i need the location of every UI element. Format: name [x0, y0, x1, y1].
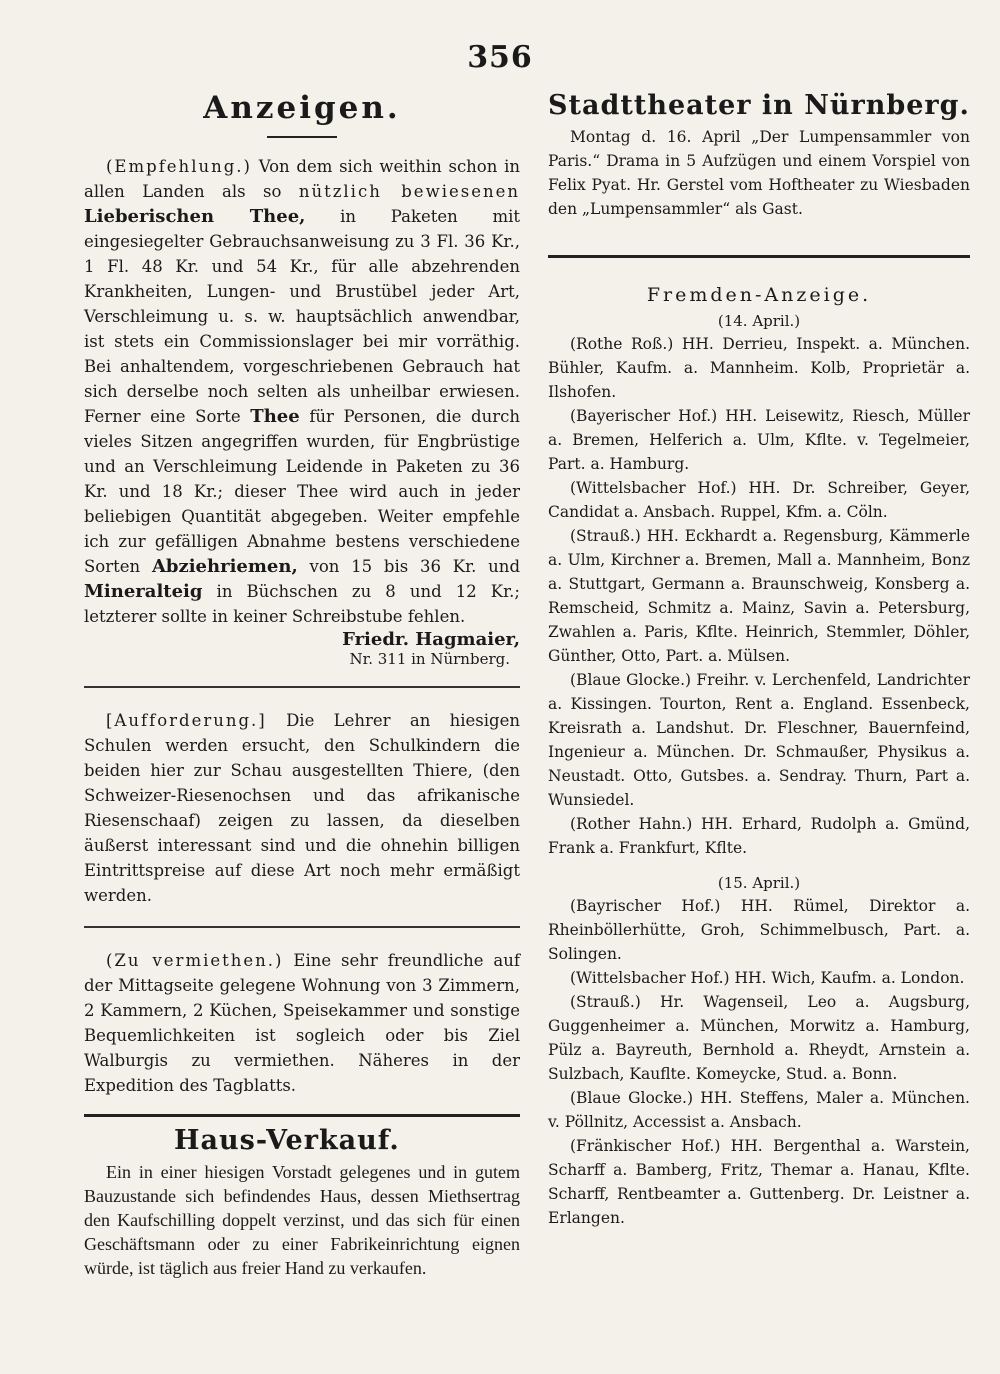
- haus-verkauf-title: Haus-Verkauf.: [174, 1125, 400, 1156]
- right-column: [548, 90, 970, 1230]
- ad-text: für Personen, die durch vieles Sitzen angegriffen wurden, für Engbrüstige und an Verschleimung Leidende in Paketen zu 36 Kr. und 18 Kr.; dieser Thee wird auch in jeder beliebigen Quantität abgegeben. Weiter empfehle ich zur gefälligen Abnahme bestens verschiedene Sorten: [84, 407, 521, 576]
- date-heading: (14. April.): [717, 312, 801, 330]
- ad-tag: (Zu vermiethen.): [106, 951, 284, 970]
- fremden-entry: (Blaue Glocke.) Freihr. v. Lerchenfeld, Landrichter a. Kissingen. Tourton, Rent a. England. Essenbeck, Kreisrath a. Landshut. Dr. Fleschner, Bauernfeind, Ingenieur a. München. Dr. Schmaußer, Physikus a. Neustadt. Otto, Gutsbes. a. Sendray. Thurn, Part a. Wunsiedel.: [548, 671, 970, 809]
- fremden-entry: (Blaue Glocke.) HH. Steffens, Maler a. München. v. Pöllnitz, Accessist a. Ansbach.: [548, 1089, 970, 1131]
- product-name: Abziehriemen,: [151, 556, 298, 577]
- signature: Friedr. Hagmaier,: [342, 629, 520, 650]
- ad-text: in Paketen mit eingesiegelter Gebrauchsanweisung zu 3 Fl. 36 Kr., 1 Fl. 48 Kr. und 54 Kr., für alle abzehrenden Krankheiten, Lungen- und Brustübel jeder Art, Verschleimung u. s. w. hauptsächlich anwendbar, ist stets ein Commissionslager bei mir vorräthig. Bei anhaltendem, vorgeschriebenen Gebrauch hat sich derselbe noch selten als unheilbar erwiesen. Ferner eine Sorte: [84, 207, 521, 426]
- divider: [84, 926, 520, 928]
- fremden-entry: (Rothe Roß.) HH. Derrieu, Inspekt. a. München. Bühler, Kaufm. a. Mannheim. Kolb, Proprietär a. Ilshofen.: [548, 335, 970, 401]
- ad-text: von 15 bis 36 Kr. und: [309, 557, 521, 576]
- ad-aufforderung: [84, 708, 520, 908]
- ad-text: in Büchschen zu 8 und 12 Kr.; letzterer sollte in keiner Schreibstube fehlen.: [84, 582, 520, 626]
- anzeigen-title: Anzeigen.: [203, 90, 401, 126]
- divider: [84, 1114, 520, 1117]
- fremden-entry: (Bayrischer Hof.) HH. Rümel, Direktor a. Rheinböllerhütte, Groh, Schimmelbusch, Part. a. Solingen.: [548, 897, 970, 963]
- haus-verkauf-text: Ein in einer hiesigen Vorstadt gelegenes und in gutem Bauzustande sich befindendes Haus, dessen Miethsertrag den Kaufschilling doppelt verzinst, und das sich für einen Geschäftsmann oder zu einer Fabrikeinrichtung eignen würde, ist täglich aus freier Hand zu verkaufen.: [84, 1162, 520, 1278]
- fremden-list-14: [548, 332, 970, 860]
- ad-vermiethen: [84, 948, 520, 1098]
- product-name: Mineralteig: [84, 581, 203, 602]
- fremden-entry: (Wittelsbacher Hof.) HH. Dr. Schreiber, Geyer, Candidat a. Ansbach. Ruppel, Kfm. a. Cöln.: [548, 479, 970, 521]
- haus-verkauf: [84, 1125, 520, 1280]
- product-name: Lieberischen Thee,: [84, 206, 306, 227]
- fremden-entry: (Strauß.) HH. Eckhardt a. Regensburg, Kämmerle a. Ulm, Kirchner a. Bremen, Mall a. Mannheim, Bonz a. Stuttgart, Germann a. Braunschweig, Konsberg a. Remscheid, Schmitz a. Mainz, Savin a. Petersburg, Zwahlen a. Paris, Kflte. Heinrich, Stemmler, Döhler, Günther, Otto, Part. a. Mülsen.: [548, 527, 970, 665]
- ad-text: Die Lehrer an hiesigen Schulen werden ersucht, den Schulkindern die beiden hier zur Schau ausgestellten Thiere, (den Schweizer-Riesenochsen und das afrikanische Riesenschaaf) zeigen zu lassen, da dieselben äußerst interessant sind und die ohnehin billigen Eintrittspreise auf diese Art noch mehr ermäßigt werden.: [84, 711, 520, 905]
- ad-tag: [Aufforderung.]: [106, 711, 267, 730]
- page-number: 356: [467, 40, 533, 75]
- theater-title: Stadttheater in Nürnberg.: [548, 90, 970, 121]
- fremden-entry: (Wittelsbacher Hof.) HH. Wich, Kaufm. a. London.: [570, 969, 965, 987]
- ad-text: Eine sehr freundliche auf der Mittagseite gelegene Wohnung von 3 Zimmern, 2 Kammern, 2 Küchen, Speisekammer und sonstige Bequemlichkeiten ist sogleich oder bis Ziel Walburgis zu vermiethen. Näheres in der Expedition des Tagblatts.: [84, 951, 521, 1095]
- left-column: [84, 90, 520, 1280]
- ad-text: Von dem sich weithin schon in allen Landen als so: [84, 157, 520, 201]
- ad-tag: (Empfehlung.): [106, 157, 252, 176]
- divider: [548, 255, 970, 258]
- signature-address: Nr. 311 in Nürnberg.: [349, 650, 510, 668]
- fremden-entry: (Strauß.) Hr. Wagenseil, Leo a. Augsburg, Guggenheimer a. München, Morwitz a. Hamburg, Pülz a. Bayreuth, Bernhold a. Rheydt, Arnstein a. Sulzbach, Kauflte. Komeycke, Stud. a. Bonn.: [548, 993, 970, 1083]
- theater-text: Montag d. 16. April „Der Lumpensammler von Paris.“ Drama in 5 Aufzügen und einem Vorspiel von Felix Pyat. Hr. Gerstel vom Hoftheater zu Wiesbaden den „Lumpensammler“ als Gast.: [548, 128, 970, 218]
- date-heading: (15. April.): [717, 874, 801, 892]
- fremden-entry: (Rother Hahn.) HH. Erhard, Rudolph a. Gmünd, Frank a. Frankfurt, Kflte.: [548, 815, 970, 857]
- fremden-title: Fremden-Anzeige.: [646, 284, 872, 306]
- divider: [84, 686, 520, 688]
- fremden-entry: (Bayerischer Hof.) HH. Leisewitz, Riesch, Müller a. Bremen, Helferich a. Ulm, Kflte. v. Tegelmeier, Part. a. Hamburg.: [548, 407, 970, 473]
- fremden-entry: (Fränkischer Hof.) HH. Bergenthal a. Warstein, Scharff a. Bamberg, Fritz, Themar a. Hanau, Kflte. Scharff, Rentbeamter a. Guttenberg. Dr. Leistner a. Erlangen.: [548, 1137, 970, 1227]
- title-rule: [267, 136, 337, 138]
- ad-empfehlung: [84, 154, 520, 629]
- ad-text: nützlich bewiesenen: [298, 182, 520, 201]
- product-name: Thee: [250, 406, 300, 427]
- fremden-list-15: [548, 894, 970, 1230]
